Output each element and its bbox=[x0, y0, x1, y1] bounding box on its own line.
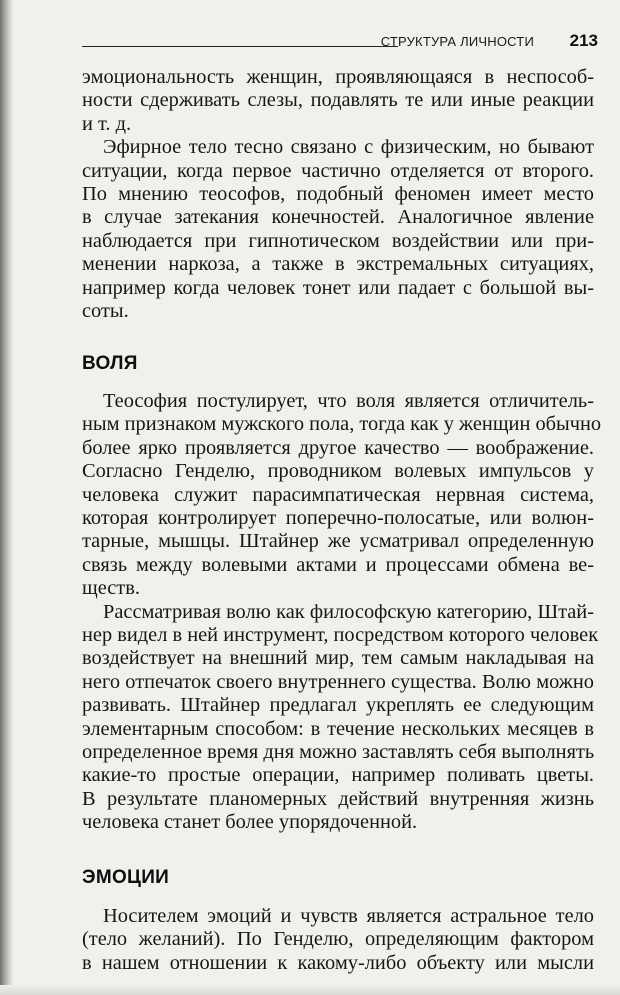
text-line: например когда человек тонет или падает с большой вы- bbox=[82, 276, 594, 299]
header-rule bbox=[82, 46, 398, 47]
text-line: воздействует на внешний мир, тем самым накладывая на bbox=[82, 647, 594, 670]
text-line: Теософия постулирует, что воля является отличитель- bbox=[103, 389, 594, 412]
paragraph-emotions bbox=[82, 905, 594, 975]
text-line: Носителем эмоций и чувств является астральное тело bbox=[103, 905, 594, 927]
section-heading-volya: ВОЛЯ bbox=[82, 353, 138, 375]
text-line: нер видел в ней инструмент, посредством которого человек bbox=[82, 623, 599, 646]
text-line: развивать. Штайнер предлагал укреплять ее следующим bbox=[82, 694, 594, 717]
text-line: эмоциональность женщин, проявляющаяся в неспособ- bbox=[82, 66, 594, 88]
text-line: Эфирное тело тесно связано с физическим, но бывают bbox=[103, 136, 594, 159]
text-line: элементарным способом: в течение нескольких месяцев в bbox=[82, 717, 594, 740]
running-title: СТРУКТУРА ЛИЧНОСТИ bbox=[380, 34, 534, 49]
page-number: 213 bbox=[569, 31, 598, 50]
paragraph-will-philosophy bbox=[82, 600, 599, 835]
text-line: какие-то простые операции, например поливать цветы. bbox=[82, 764, 594, 787]
section-heading-emocii: ЭМОЦИИ bbox=[82, 866, 170, 888]
paragraph-etheric-body bbox=[82, 136, 594, 323]
text-line: человека станет более упорядоченной. bbox=[82, 811, 418, 834]
running-header bbox=[82, 30, 598, 54]
text-line: По мнению теософов, подобный феномен имеет место bbox=[82, 183, 594, 206]
text-line: В результате планомерных действий внутренняя жизнь bbox=[82, 787, 594, 810]
text-line: в случае затекания конечностей. Аналогичное явление bbox=[82, 206, 594, 229]
text-line: связь между волевыми актами и процессами обмена ве- bbox=[82, 553, 594, 576]
text-line: человека служит парасимпатическая нервная система, bbox=[82, 483, 594, 506]
text-line: него отпечаток своего внутреннего существа. Волю можно bbox=[82, 670, 594, 693]
text-line: Рассматривая волю как философскую категорию, Штай- bbox=[103, 600, 594, 623]
text-line: ности сдерживать слезы, подавлять те или иные реакции bbox=[82, 89, 594, 112]
text-line: ществ. bbox=[82, 577, 140, 600]
scan-shadow-bottom bbox=[0, 985, 620, 995]
text-line: более ярко проявляется другое качество — воображение. bbox=[82, 436, 594, 459]
text-line: (тело желаний). По Генделю, определяющим фактором bbox=[82, 928, 594, 951]
paragraph-theosophy-will bbox=[82, 389, 602, 601]
text-line: определенное время дня можно заставлять себя выполнять bbox=[82, 740, 595, 763]
text-line: тарные, мышцы. Штайнер же усматривал определенную bbox=[82, 530, 594, 553]
text-line: наблюдается при гипнотическом воздействии или при- bbox=[82, 229, 594, 252]
text-line: в нашем отношении к какому-либо объекту или мысли bbox=[82, 951, 594, 974]
paragraph-continuation bbox=[82, 66, 594, 136]
text-line: и т. д. bbox=[82, 112, 132, 135]
page-body bbox=[82, 66, 602, 975]
text-line: ным признаком мужского пола, тогда как у женщин обычно bbox=[82, 413, 602, 436]
text-line: ситуации, когда первое частично отделяется от второго. bbox=[82, 159, 594, 182]
text-line: Согласно Генделю, проводником волевых импульсов у bbox=[82, 460, 594, 483]
text-line: соты. bbox=[82, 300, 129, 323]
text-line: которая контролирует поперечно-полосатые, или волюн- bbox=[82, 506, 594, 529]
scan-shadow-edge bbox=[0, 0, 14, 995]
text-line: менении наркоза, а также в экстремальных ситуациях, bbox=[82, 253, 594, 276]
